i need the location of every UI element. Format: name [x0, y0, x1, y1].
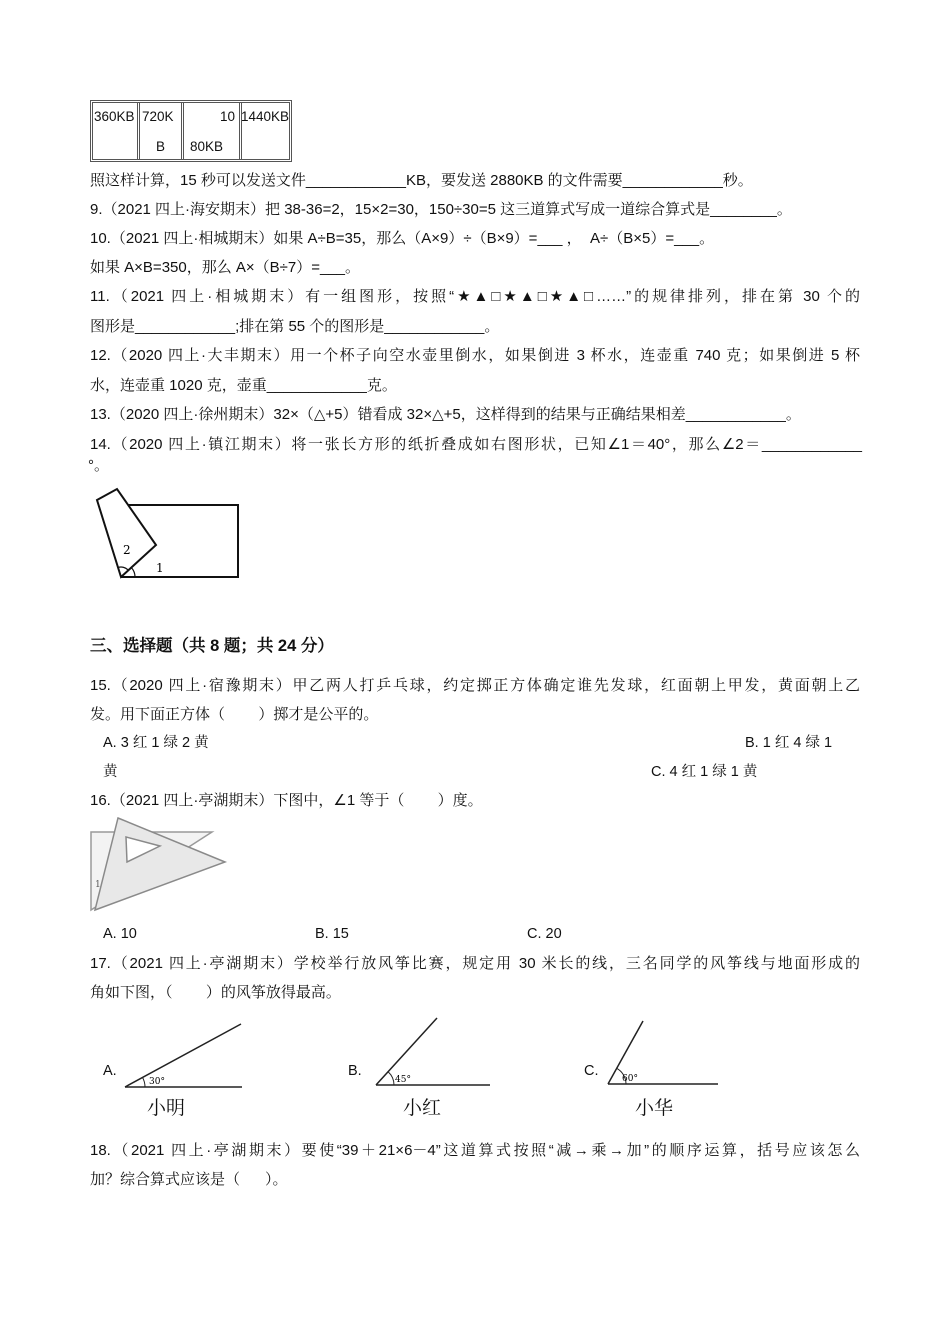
q17-option-b-letter: B.: [348, 1063, 362, 1079]
q14-line-1: 14.（2020 四上·镇江期末）将一张长方形的纸折叠成如右图形状，已知∠1＝40°，那么∠2＝____________: [90, 436, 862, 453]
q17-option-a-letter: A.: [103, 1063, 117, 1079]
angle-a-30: [125, 1024, 242, 1087]
table-cell-col3-line1: 10: [219, 109, 235, 124]
angle-1-label: 1: [156, 561, 164, 575]
q17-line-1: 17.（2021 四上·亭湖期末）学校举行放风筝比赛，规定用 30 米长的线，三名同学的风筝线与地面形成的: [90, 955, 860, 972]
q17-line-2: 角如下图，（ ）的风筝放得最高。: [90, 984, 341, 1001]
q13-text: 13.（2020 四上·徐州期末）32×（△+5）错看成 32×△+5，这样得到的结果与正确结果相差____________。: [90, 406, 801, 423]
section-title-choice: 三、选择题（共 8 题；共 24 分）: [90, 637, 334, 655]
table-cell-col2-line2: B: [155, 139, 165, 154]
q15-option-b: B. 1 红 4 绿 1: [745, 735, 833, 751]
q16-option-a: A. 10: [103, 926, 137, 942]
q17-option-c-letter: C.: [584, 1063, 599, 1079]
q15-option-c: C. 4 红 1 绿 1 黄: [651, 764, 758, 780]
q14-folded-paper-figure: [90, 485, 250, 585]
q10-line-2: 如果 A×B=350，那么 A×（B÷7）=___。: [90, 259, 361, 276]
q14-line-2: °。: [88, 457, 109, 474]
angle-c-60: [608, 1021, 718, 1084]
angle-label-c: 60°: [622, 1074, 638, 1084]
q8-continuation: 照这样计算，15 秒可以发送文件____________KB，要发送 2880KB 的文件需要____________秒。: [90, 172, 753, 189]
q12-line-2: 水，连壶重 1020 克，壶重____________克。: [90, 377, 397, 394]
q15-option-b-wrap: 黄: [103, 764, 118, 780]
angle-label-b: 45°: [395, 1075, 411, 1085]
table-cell-col2-line1: 720K: [142, 109, 174, 124]
table-cell-col3-line2: 80KB: [190, 139, 224, 154]
angle-2-label: 2: [123, 543, 131, 557]
q17-angles-figure: [95, 1010, 735, 1100]
q18-line-2: 加？综合算式应该是（ ）。: [90, 1171, 288, 1188]
q16-option-b: B. 15: [315, 926, 349, 942]
angle-1-label: 1: [95, 880, 101, 890]
angle-b-45: [376, 1018, 490, 1085]
angle-arc-a: [142, 1077, 145, 1087]
q16-option-c: C. 20: [527, 926, 562, 942]
angle-1-arc: [131, 568, 135, 577]
q16-text: 16.（2021 四上·亭湖期末）下图中，∠1 等于（ ）度。: [90, 792, 483, 809]
q11-line-2: 图形是____________;排在第 55 个的图形是____________。: [90, 318, 500, 335]
q9-text: 9.（2021 四上·海安期末）把 38-36=2，15×2=30，150÷30=5 这三道算式写成一道综合算式是________。: [90, 201, 792, 218]
q12-line-1: 12.（2020 四上·大丰期末）用一个杯子向空水壶里倒水，如果倒进 3 杯水，连壶重 740 克；如果倒进 5 杯: [90, 347, 860, 364]
q17-name-b: 小红: [403, 1097, 442, 1119]
angle-arc-b: [388, 1072, 394, 1085]
q17-name-c: 小华: [635, 1097, 674, 1119]
q11-line-1: 11.（2021 四上·相城期末）有一组图形，按照“★▲□★▲□★▲□……”的规律排列，排在第 30 个的: [90, 288, 860, 305]
q17-name-a: 小明: [147, 1097, 186, 1119]
q16-set-squares-figure: [90, 815, 230, 915]
q10-line-1: 10.（2021 四上·相城期末）如果 A÷B=35，那么（A×9）÷（B×9）=___ ， A÷（B×5）=___。: [90, 230, 715, 247]
q15-line-1: 15.（2020 四上·宿豫期末）甲乙两人打乒乓球，约定掷正方体确定谁先发球，红面朝上甲发，黄面朝上乙: [90, 677, 860, 694]
table-cell-col1: 360KB: [94, 109, 135, 124]
folded-flap: [97, 489, 156, 577]
q15-option-a: A. 3 红 1 绿 2 黄: [103, 735, 209, 751]
q18-line-1: 18.（2021 四上·亭湖期末）要使“39＋21×6－4”这道算式按照“减→乘→加”的顺序运算，括号应该怎么: [90, 1142, 860, 1159]
kb-data-table: [90, 100, 292, 162]
angle-label-a: 30°: [149, 1077, 165, 1087]
q15-line-2: 发。用下面正方体（ ）掷才是公平的。: [90, 706, 379, 723]
table-cell-col4: 1440KB: [241, 109, 290, 124]
